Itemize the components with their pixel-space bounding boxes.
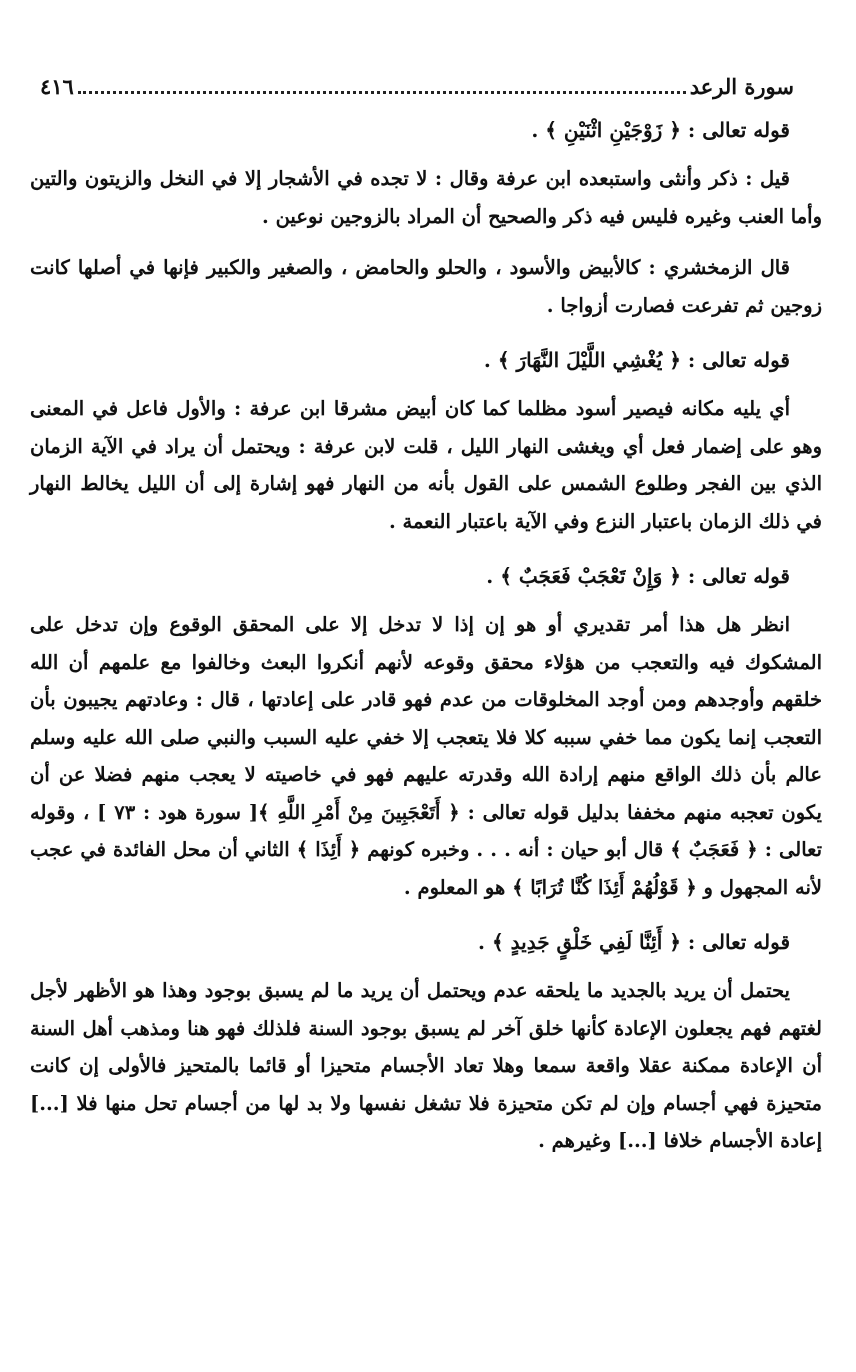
verse-heading: قوله تعالى : ﴿ أَئِنَّا لَفِي خَلْقٍ جَدِيدٍ ﴾ .: [478, 930, 790, 954]
running-header: [26, 66, 810, 106]
page-body: [30, 108, 822, 1174]
commentary-paragraph: انظر هل هذا أمر تقديري أو هو إن إذا لا تدخل إلا على المحقق الوقوع وإن تدخل على المشكوك فيه والتعجب من هؤلاء محقق وقوعه لأنهم أنكروا البعث وخالفوا مع علمهم أن الله خلقهم وأوجدهم ومن أوجد المخلوقات من عدم فهو قادر على إعادتها ، قال : وعادتهم يجيبون بأن التعجب إنما يكون مما خفي سببه كلا فلا يتعجب إلا خفي عليه السبب والنبي صلى الله عليه وسلم عالم بأن ذلك الواقع منهم إرادة الله وقدرته عليهم فهو في خاصيته لا يعجب منهم فضلا عن أن يكون تعجبه منهم مخففا بدليل قوله تعالى : ﴿ أَتَعْجَبِينَ مِنْ أَمْرِ اللَّهِ ﴾[ سورة هود : ٧٣ ] ، وقوله تعالى : ﴿ فَعَجَبٌ ﴾ قال أبو حيان : أنه . . . وخبره كونهم ﴿ أَئِذَا ﴾ الثاني أن محل الفائدة في عجب لأنه المجهول و ﴿ قَوْلُهُمْ أَئِذَا كُنَّا تُرَابًا ﴾ هو المعلوم .: [30, 613, 822, 899]
verse-heading: قوله تعالى : ﴿ زَوْجَيْنِ اثْنَيْنِ ﴾ .: [531, 118, 790, 142]
page-number: ٤١٦: [40, 73, 74, 99]
surah-title: سورة الرعد: [689, 73, 794, 99]
commentary-paragraph: يحتمل أن يريد بالجديد ما يلحقه عدم ويحتمل أن يريد ما لم يسبق بوجود وهذا هو الأظهر لأجل لغتهم فهم يجعلون الإعادة كأنها خلق آخر لم يسبق بوجود السنة فلذلك فهو هنا ومذهب أهل السنة أن الإعادة ممكنة عقلا واقعة سمعا وهلا تعاد الأجسام متحيزا أو قائما بالمتحيز فالأولى إن كانت متحيزة فهي أجسام وإن لم تكن متحيزة فلا تشغل نفسها ولا بد لها من أجسام تحل منها فلا [...] إعادة الأجسام خلافا [...] وغيرهم .: [30, 979, 822, 1152]
verse-heading: قوله تعالى : ﴿ وَإِنْ تَعْجَبْ فَعَجَبٌ ﴾ .: [486, 564, 790, 588]
header-dotted-rule: [78, 91, 686, 94]
commentary-paragraph: قيل : ذكر وأنثى واستبعده ابن عرفة وقال : لا تجده في الأشجار إلا في النخل والزيتون والتين وأما العنب وغيره فليس فيه ذكر والصحيح أن المراد بالزوجين نوعين .: [30, 167, 822, 228]
commentary-paragraph: أي يليه مكانه فيصير أسود مظلما كما كان أبيض مشرقا ابن عرفة : والأول فاعل في المعنى وهو على إضمار فعل أي ويغشى النهار الليل ، قلت لابن عرفة : ويحتمل أن يراد في الآية الزمان الذي بين الفجر وطلوع الشمس على القول بأنه من النهار فهو إشارة إلى أن الليل يخالط النهار في ذلك الزمان باعتبار النزع وفي الآية باعتبار النعمة .: [30, 397, 822, 533]
commentary-paragraph: قال الزمخشري : كالأبيض والأسود ، والحلو والحامض ، والصغير والكبير فإنها في أصلها كانت زوجين ثم تفرعت فصارت أزواجا .: [30, 256, 822, 317]
verse-heading: قوله تعالى : ﴿ يُغْشِي اللَّيْلَ النَّهَارَ ﴾ .: [483, 348, 790, 372]
